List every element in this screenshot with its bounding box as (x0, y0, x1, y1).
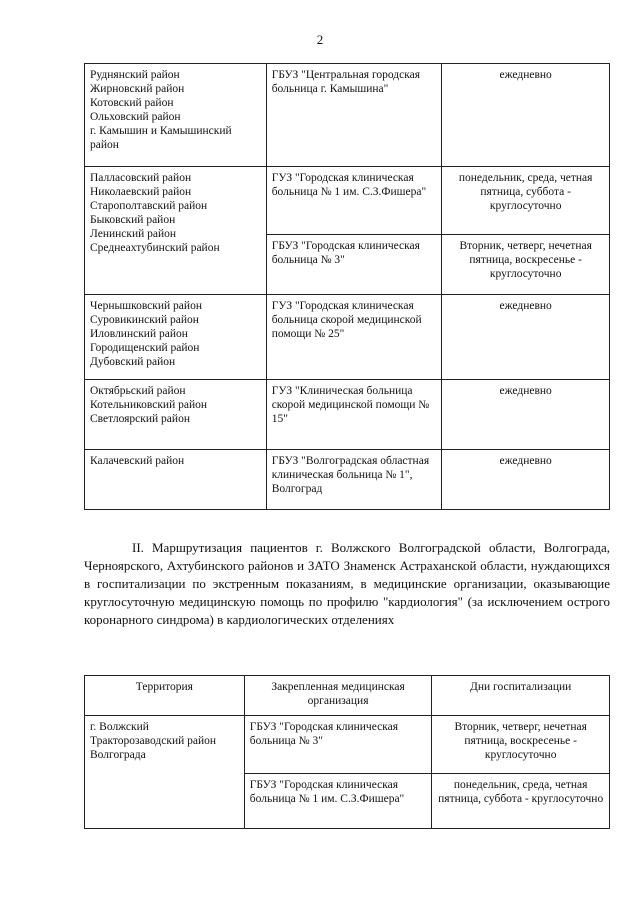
territory-cell: Калачевский район (85, 450, 267, 510)
organization-cell: ГУЗ "Клиническая больница скорой медицинской помощи № 15" (266, 380, 442, 450)
days-cell: ежедневно (442, 380, 610, 450)
territory-cell: Палласовский район Николаевский район Старополтавский район Быковский район Ленинский район Среднеахтубинский район (85, 167, 267, 295)
routing-table-2 (84, 675, 610, 829)
organization-cell: ГБУЗ "Городская клиническая больница № 3" (244, 716, 432, 774)
table-header-row (85, 676, 610, 716)
days-cell: ежедневно (442, 64, 610, 167)
territory-cell: г. Волжский Тракторозаводский район Волгограда (85, 716, 245, 829)
column-header-organization: Закрепленная медицинская организация (244, 676, 432, 716)
days-cell: ежедневно (442, 295, 610, 380)
section-heading-paragraph: II. Маршрутизация пациентов г. Волжского Волгоградской области, Волгограда, Черноярского, Ахтубинского районов и ЗАТО Знаменск Астраханской области, нуждающихся в госпитализации по экстренным показаниям, в медицинские организации, оказывающие круглосуточную медицинскую помощь по профилю "кардиология" (за исключением острого коронарного синдрома) в кардиологических отделениях (84, 540, 610, 627)
table-row (85, 64, 610, 167)
organization-cell: ГБУЗ "Волгоградская областная клиническая больница № 1", Волгоград (266, 450, 442, 510)
territory-cell: Руднянский район Жирновский район Котовский район Ольховский район г. Камышин и Камышинский район (85, 64, 267, 167)
table-row (85, 167, 610, 235)
page-number: 2 (316, 32, 324, 47)
table-row (85, 295, 610, 380)
table-row (85, 716, 610, 774)
days-cell: ежедневно (442, 450, 610, 510)
routing-table-1 (84, 63, 610, 510)
table-row (85, 450, 610, 510)
days-cell: Вторник, четверг, нечетная пятница, воскресенье - круглосуточно (432, 716, 610, 774)
organization-cell: ГУЗ "Городская клиническая больница скорой медицинской помощи № 25" (266, 295, 442, 380)
organization-cell: ГБУЗ "Городская клиническая больница № 1 им. С.З.Фишера" (244, 774, 432, 829)
territory-cell: Чернышковский район Суровикинский район Иловлинский район Городищенский район Дубовский район (85, 295, 267, 380)
days-cell: Вторник, четверг, нечетная пятница, воскресенье - круглосуточно (442, 235, 610, 295)
column-header-days: Дни госпитализации (432, 676, 610, 716)
column-header-territory: Территория (85, 676, 245, 716)
territory-cell: Октябрьский район Котельниковский район Светлоярский район (85, 380, 267, 450)
organization-cell: ГБУЗ "Центральная городская больница г. Камышина" (266, 64, 442, 167)
days-cell: понедельник, среда, четная пятница, суббота - круглосуточно (432, 774, 610, 829)
organization-cell: ГУЗ "Городская клиническая больница № 1 им. С.З.Фишера" (266, 167, 442, 235)
days-cell: понедельник, среда, четная пятница, суббота - круглосуточно (442, 167, 610, 235)
organization-cell: ГБУЗ "Городская клиническая больница № 3" (266, 235, 442, 295)
table-row (85, 380, 610, 450)
